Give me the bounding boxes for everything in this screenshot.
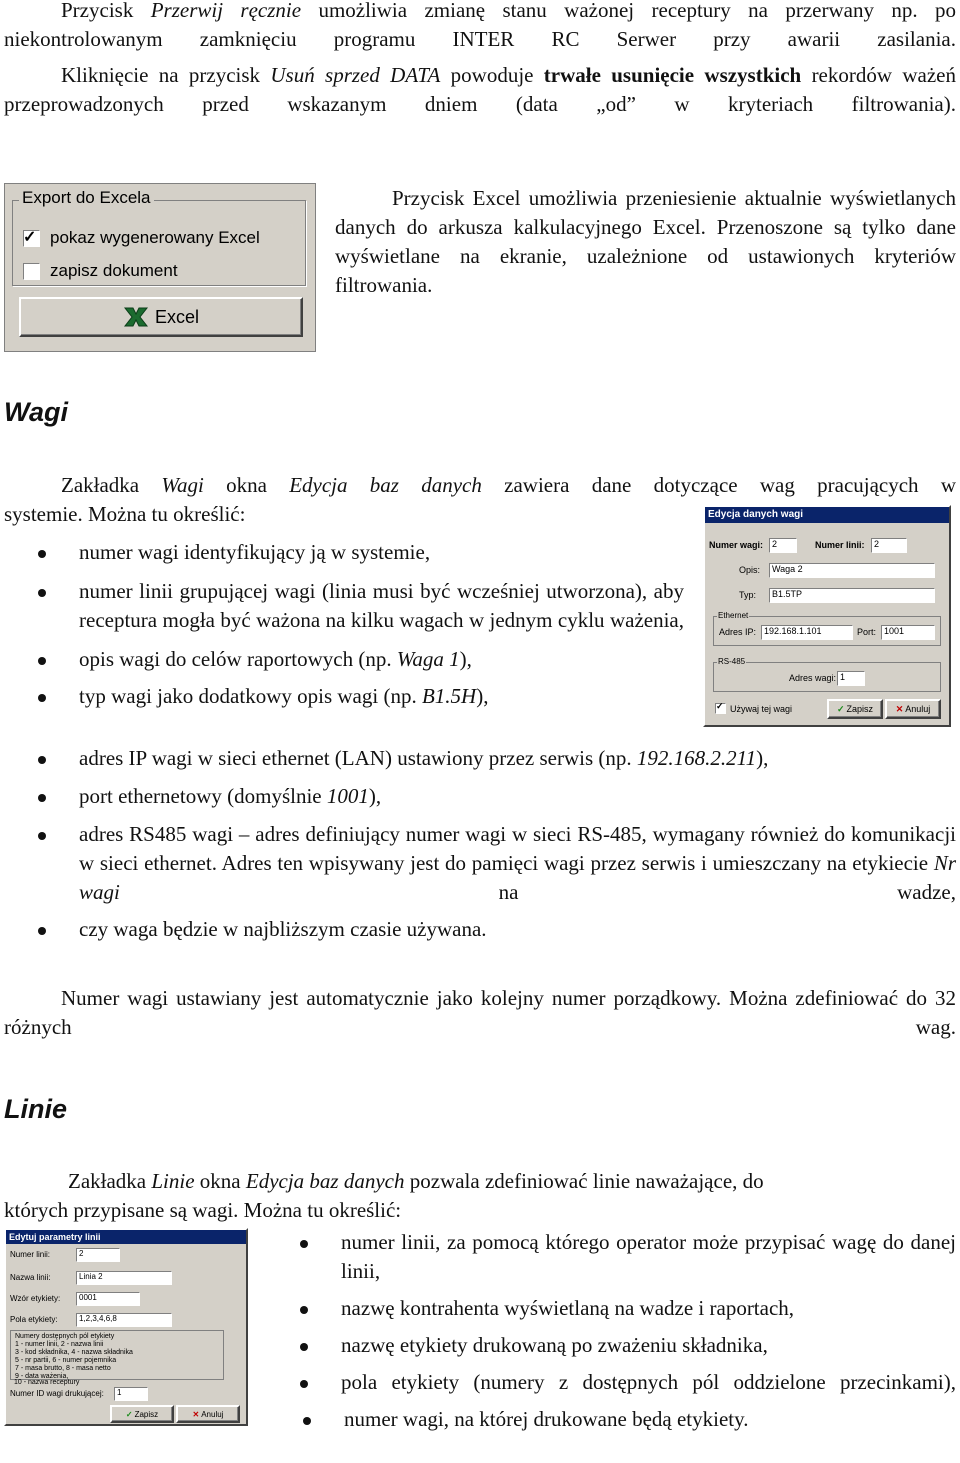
cancel-button[interactable]: ✕ Anuluj (176, 1405, 240, 1423)
available-fields-line6: 10 - nazwa receptury (14, 1379, 80, 1386)
scale-address-input[interactable]: 1 (837, 671, 865, 686)
close-icon: ✕ (192, 1409, 200, 1419)
list-item: adres RS485 wagi – adres definiujący numer wagi w sieci RS-485, wymagany również do komunikacji w sieci ethernet. Adres ten wpisywany jest do pamięci wagi przez serwis i umieszczany na etykiecie Nr wagi na wadze, (79, 820, 956, 907)
list-item: nazwę etykiety drukowaną po zważeniu składnika, (341, 1331, 956, 1360)
excel-export-panel (4, 183, 316, 352)
print-scale-id-label: Numer ID wagi drukującej: (10, 1389, 104, 1398)
type-input[interactable]: B1.5TP (769, 588, 935, 603)
line-edit-dialog (4, 1228, 248, 1426)
line-name-input[interactable]: Linia 2 (76, 1271, 172, 1285)
button-name-usun: Usuń sprzed DATA (270, 63, 441, 87)
list-item: numer wagi identyfikujący ją w systemie, (79, 538, 684, 567)
section-heading-wagi: Wagi (4, 397, 69, 427)
line-number-input[interactable]: 2 (76, 1248, 120, 1262)
label-fields-label: Pola etykiety: (10, 1315, 58, 1324)
type-label: Typ: (739, 590, 757, 600)
excel-x-icon (123, 306, 149, 328)
show-excel-checkbox[interactable] (23, 230, 40, 247)
scale-number-label: Numer wagi: (709, 540, 764, 550)
save-button[interactable]: ✓ Zapisz (827, 699, 883, 719)
description-input[interactable]: Waga 2 (769, 563, 935, 578)
list-item: port ethernetowy (domyślnie 1001), (79, 782, 956, 811)
wagi-intro-line1 (61, 471, 956, 500)
label-template-label: Wzór etykiety: (10, 1294, 61, 1303)
available-fields-title: Numery dostępnych pól etykiety (15, 1333, 115, 1340)
checkmark-icon: ✓ (23, 228, 37, 246)
list-item: pola etykiety (numery z dostępnych pól oddzielone przecinkami), (341, 1368, 956, 1397)
linie-intro-line2: których przypisane są wagi. Można tu określić: (4, 1198, 402, 1222)
close-icon: ✕ (895, 703, 904, 714)
scale-address-label: Adres wagi: (789, 673, 837, 683)
excel-button-label: Excel (154, 306, 199, 327)
checkmark-icon: ✓ (836, 703, 845, 714)
linie-intro-line1: Zakładka Linie okna Edycja baz danych pozwala zdefiniować linie naważające, do (68, 1169, 764, 1193)
dialog-titlebar (705, 507, 949, 523)
label-template-input[interactable]: 0001 (76, 1292, 140, 1306)
port-label: Port: (857, 627, 877, 637)
linie-bullet-list (341, 1228, 956, 1434)
list-item: adres IP wagi w sieci ethernet (LAN) ustawiony przez serwis (np. 192.168.2.211), (79, 744, 956, 773)
ip-address-input[interactable]: 192.168.1.101 (761, 625, 853, 640)
label-fields-input[interactable]: 1,2,3,4,6,8 (76, 1313, 172, 1327)
cancel-button[interactable]: ✕ Anuluj (885, 699, 941, 719)
wagi-bullet-list-narrow (79, 538, 684, 711)
line-number-label: Numer linii: (10, 1250, 51, 1259)
list-item: nazwę kontrahenta wyświetlaną na wadze i raportach, (341, 1294, 956, 1323)
button-name-przerwij: Przerwij ręcznie (150, 0, 302, 22)
warning-text: trwałe usunięcie wszystkich (543, 63, 802, 87)
ethernet-group-label: Ethernet (718, 611, 749, 620)
list-item: numer linii, za pomocą którego operator może przypisać wagę do danej linii, (341, 1228, 956, 1286)
use-scale-checkbox[interactable] (715, 703, 726, 714)
excel-description: Przycisk Excel umożliwia przeniesienie aktualnie wyświetlanych danych do arkusza kalkulacyjnego Excel. Przenoszone są tylko dane wyświetlane na ekranie, uzależnione od ustawionych kryteriów filtrowania. (335, 186, 956, 297)
checkmark-icon: ✓ (716, 701, 724, 711)
port-input[interactable]: 1001 (881, 625, 935, 640)
show-excel-label: pokaz wygenerowany Excel (50, 228, 260, 247)
available-fields-box: Numery dostępnych pól etykiety 1 - numer linii, 2 - nazwa linii 3 - kod składnika, 4 - nazwa składnika 5 - nr partii, 6 - numer pojemnika 7 - masa brutto, 8 - masa netto 9 - data ważenia, (10, 1330, 224, 1380)
wagi-outro: Numer wagi ustawiany jest automatycznie jako kolejny numer porządkowy. Można zdefiniować do 32 różnych wag. (4, 986, 956, 1039)
excel-button[interactable] (19, 297, 303, 337)
ip-address-label: Adres IP: (719, 627, 757, 637)
print-scale-id-input[interactable]: 1 (114, 1387, 148, 1401)
wagi-intro-text: Zakładka Wagi okna Edycja baz danych zawiera dane dotyczące wag pracujących w (61, 473, 957, 497)
use-scale-checkbox-row[interactable] (715, 703, 792, 714)
wagi-intro-line2: systemie. Można tu określić: (4, 502, 246, 526)
save-button[interactable]: ✓ Zapisz (110, 1405, 174, 1423)
scale-number-input[interactable]: 2 (769, 538, 797, 553)
save-document-checkbox-row[interactable] (23, 261, 178, 281)
show-excel-checkbox-row[interactable] (23, 228, 260, 248)
list-item: opis wagi do celów raportowych (np. Waga 1), (79, 645, 684, 674)
excel-group-label: Export do Excela (19, 188, 154, 208)
save-document-label: zapisz dokument (50, 261, 178, 280)
line-number-input[interactable]: 2 (871, 538, 907, 553)
line-name-label: Nazwa linii: (10, 1273, 51, 1282)
list-item: czy waga będzie w najbliższym czasie używana. (79, 915, 956, 944)
wagi-bullet-list-wide (79, 744, 956, 944)
use-scale-label: Używaj tej wagi (730, 703, 793, 714)
list-item: typ wagi jako dodatkowy opis wagi (np. B1.5H), (79, 682, 684, 711)
intro-paragraph-2: Kliknięcie na przycisk Usuń sprzed DATA powoduje trwałe usunięcie wszystkich rekordów ważeń przeprowadzonych przed wskazanym dniem (data „od” w kryteriach filtrowania). (4, 63, 956, 116)
list-item: numer wagi, na której drukowane będą etykiety. (344, 1405, 959, 1434)
line-number-label: Numer linii: (815, 540, 865, 550)
dialog-titlebar (6, 1230, 246, 1244)
rs485-group-label: RS-485 (718, 657, 746, 666)
dialog-title: Edytuj parametry linii (9, 1232, 101, 1242)
description-label: Opis: (739, 565, 761, 575)
intro-paragraph-1: Przycisk Przerwij ręcznie umożliwia zmianę stanu ważonej receptury na przerwany np. po niekontrolowanym zamknięciu programu INTER RC Serwer przy awarii zasilania. (4, 0, 956, 51)
list-item: numer linii grupującej wagi (linia musi być wcześniej utworzona), aby receptura mogła być ważona na kilku wagach w jednym cyklu ważenia, (79, 577, 684, 635)
save-document-checkbox[interactable] (23, 263, 40, 280)
dialog-title: Edycja danych wagi (708, 509, 804, 520)
scale-edit-dialog (703, 505, 951, 727)
checkmark-icon: ✓ (125, 1409, 133, 1419)
section-heading-linie: Linie (4, 1094, 68, 1124)
